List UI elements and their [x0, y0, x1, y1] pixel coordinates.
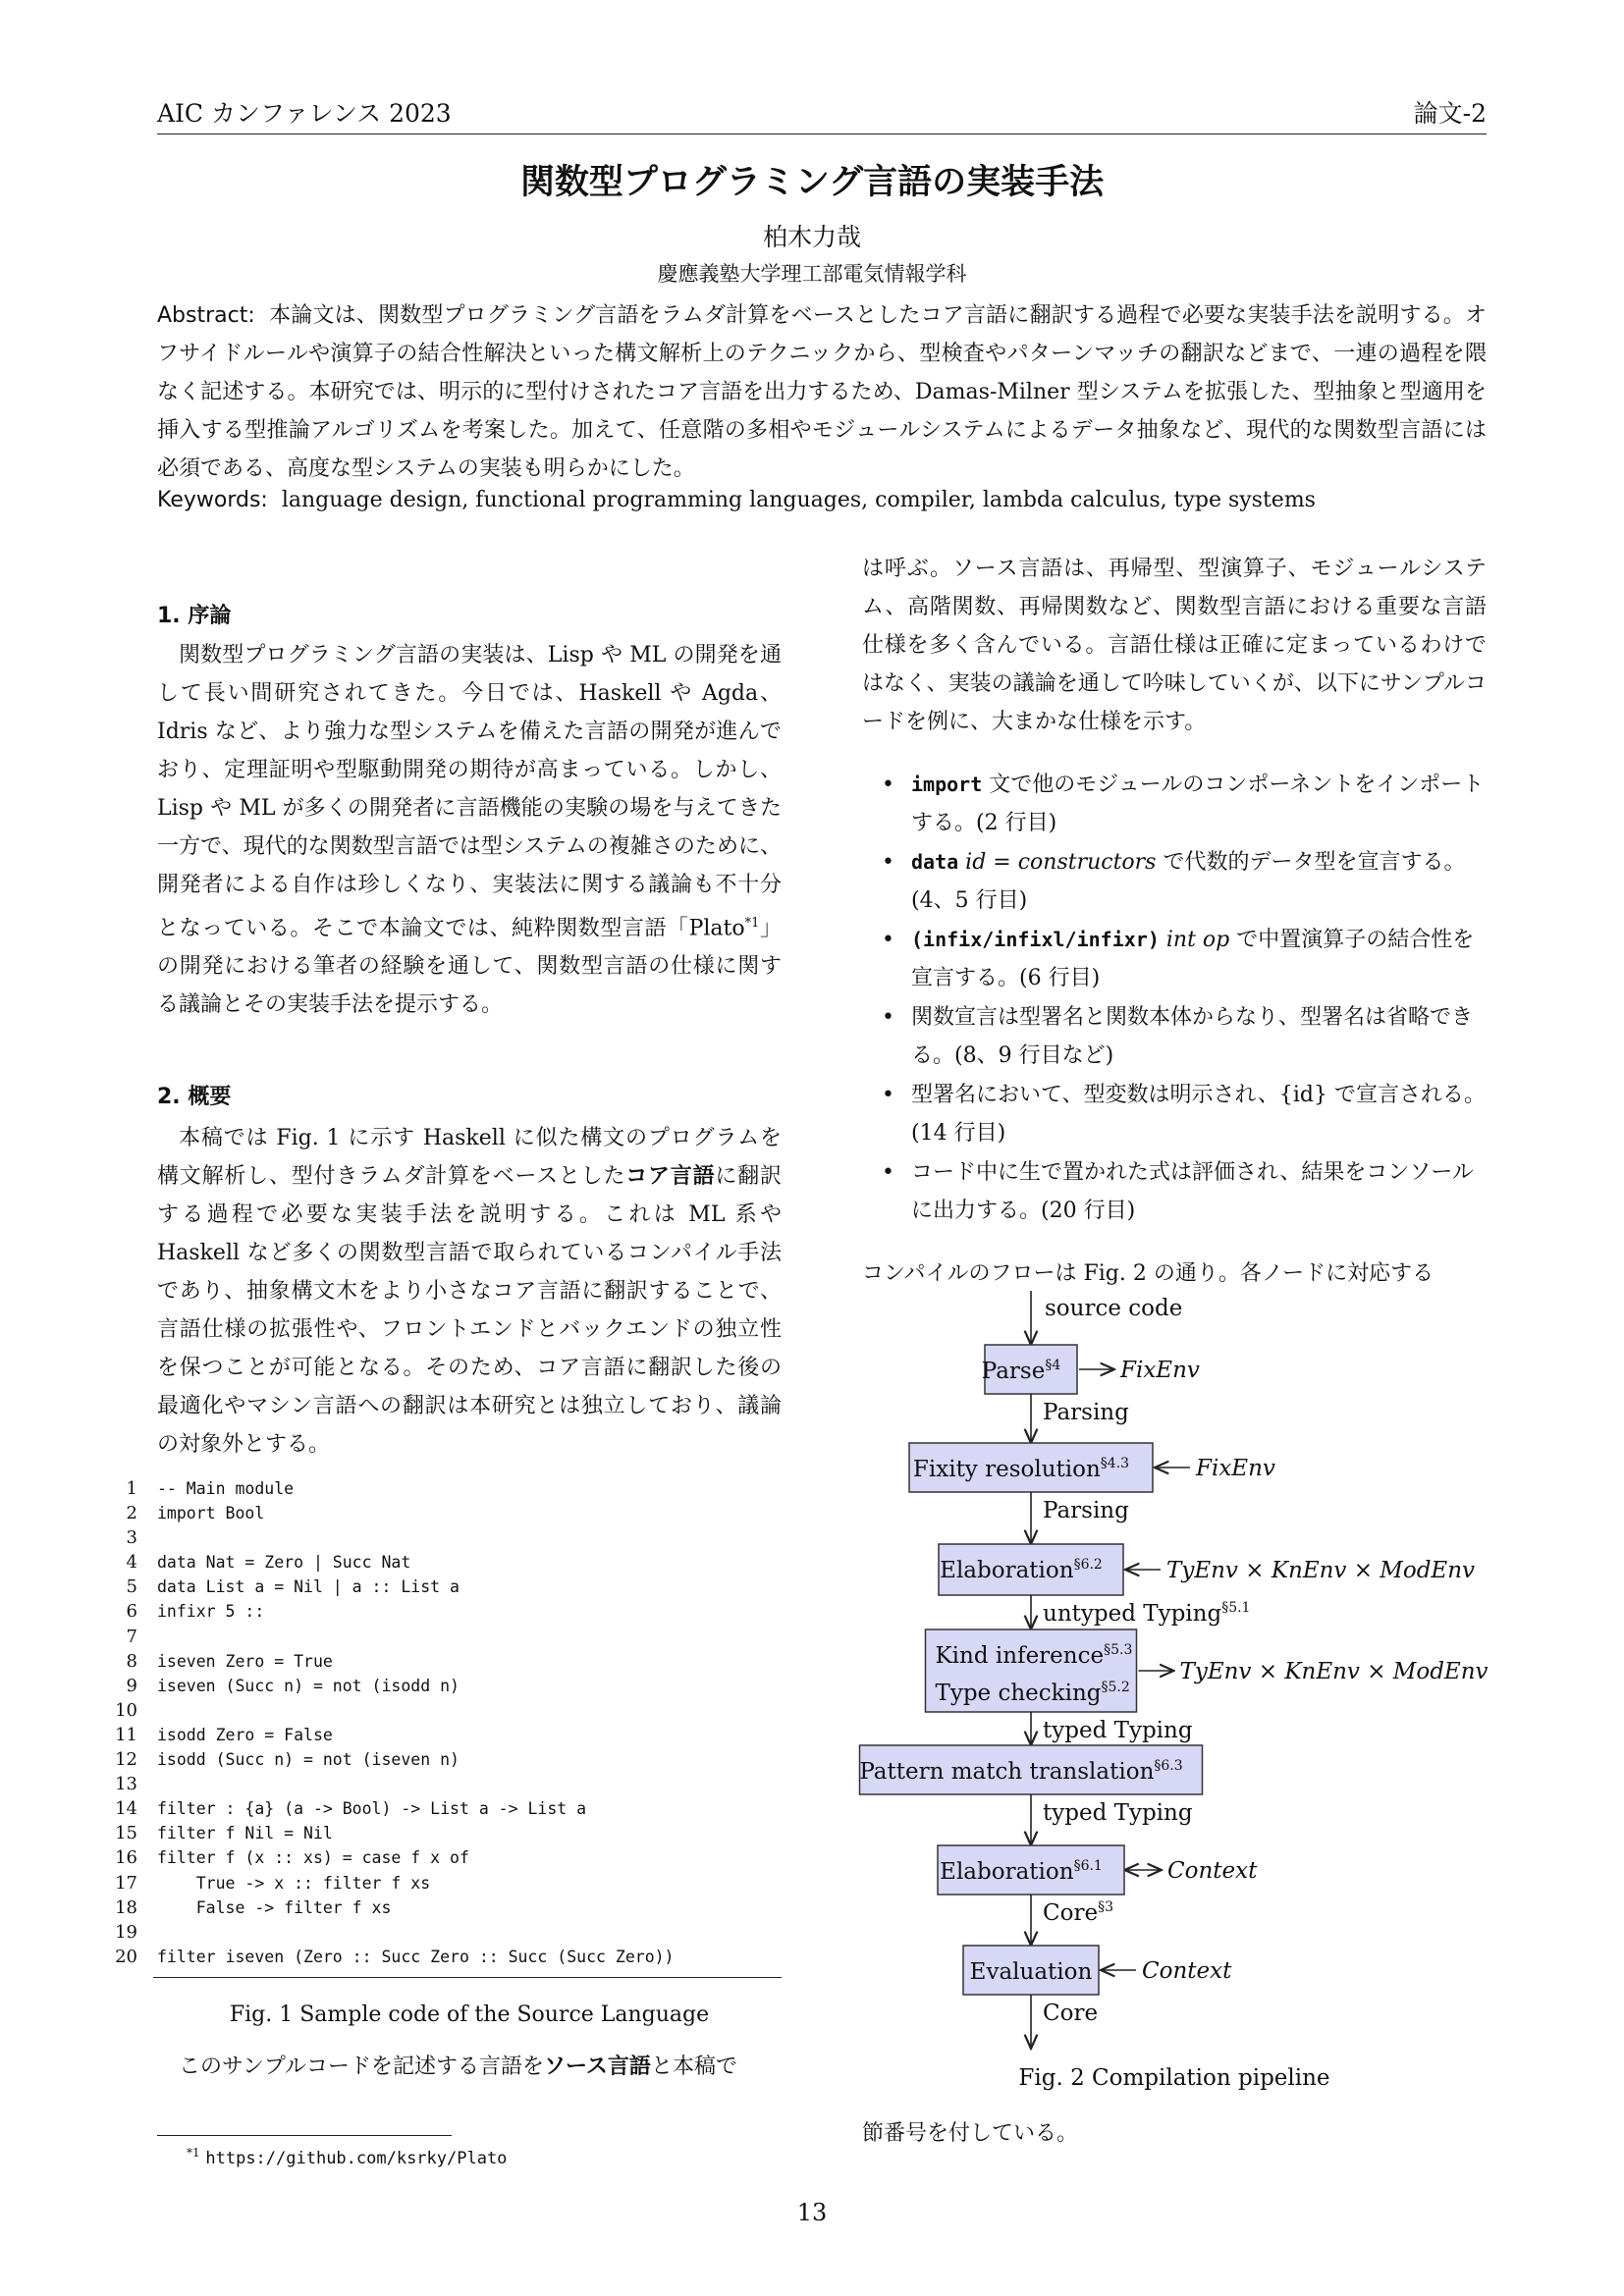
- section-1-body: 関数型プログラミング言語の実装は、Lisp や ML の開発を通して長い間研究されてきた。今日では、Haskell や Agda、Idris など、より強力な型システムを備えた言語の開発が進んでおり、定理証明や型駆動開発の期待が高まっている。しかし、Lisp や ML が多くの開発者に言語機能の実験の場を与えてきた一方で、現代的な関数型言語では型システムの複雑さのために、開発者による自作は珍しくなり、実装法に関する議論も不十分となっている。そこで本論文では、純粋関数型言語「Plato$^{*1}$」の開発における筆者の経験を通して、関数型言語の仕様に関する議論とその実装手法を提示する。: [157, 643, 782, 1018]
- code-line-number: 4: [126, 1552, 137, 1574]
- code-line-text: False -> filter f xs: [157, 1897, 392, 1917]
- code-line-number: 7: [126, 1626, 137, 1647]
- abstract-text: 本論文は、関数型プログラミング言語をラムダ計算をベースとしたコア言語に翻訳する過程で必要な実装手法を説明する。オフサイドルールや演算子の結合性解決といった構文解析上のテクニックから、型検査やパターンマッチの翻訳などまで、一連の過程を隈なく記述する。本研究では、明示的に型付けされたコア言語を出力するため、Damas-Milner 型システムを拡張した、型抽象と型適用を挿入する型推論アルゴリズムを考案した。加えて、任意階の多相やモジュールシステムによるデータ抽象など、現代的な関数型言語には必須である、高度な型システムの実装も明らかにした。: [157, 303, 1487, 481]
- side-environment-label: FixEnv: [1120, 1358, 1200, 1383]
- bullet-math: int op: [1159, 928, 1230, 952]
- code-line-text: isodd Zero = False: [157, 1725, 333, 1744]
- code-line: [106, 1772, 784, 1796]
- bullet-text: 関数宣言は型署名と関数本体からなり、型署名は省略できる。(8、9 行目など): [911, 1005, 1474, 1068]
- code-line: [106, 1896, 784, 1920]
- bullet-text: 型署名において、型変数は明示され、{id} で宣言される。(14 行目): [911, 1083, 1486, 1146]
- code-line-number: 20: [115, 1946, 137, 1967]
- code-line-number: 11: [115, 1724, 137, 1745]
- keywords: [157, 483, 1487, 518]
- figure-1-caption: Fig. 1 Sample code of the Source Language: [229, 2002, 710, 2027]
- section-2-continuation: このサンプルコードを記述する言語をソース言語と本稿で: [179, 2055, 737, 2079]
- side-environment-label: Context: [1142, 1958, 1232, 1984]
- code-line-number: 15: [115, 1823, 137, 1844]
- footnote-ref: *1: [744, 916, 760, 931]
- footnote-mark: *1: [187, 2146, 200, 2160]
- code-line-number: 8: [126, 1650, 137, 1672]
- abstract: [157, 296, 1487, 488]
- code-line: [106, 1796, 784, 1821]
- pipeline-node-label: Pattern match translation$^{\S 6.3}$: [859, 1758, 1183, 1785]
- code-line: [106, 1625, 784, 1649]
- header-rule: [157, 133, 1487, 134]
- code-line-number: 1: [126, 1478, 137, 1499]
- author: 柏木力哉: [762, 223, 861, 251]
- bullet-math: id = constructors: [958, 850, 1157, 875]
- code-line-number: 18: [115, 1896, 137, 1918]
- flow-edge-label: Core: [1043, 2001, 1099, 2026]
- pipeline-node-label: Elaboration$^{\S 6.2}$: [940, 1557, 1103, 1583]
- code-line-number: 6: [126, 1601, 137, 1623]
- code-line-number: 14: [115, 1798, 137, 1820]
- compilation-pipeline-diagram: [844, 1276, 1532, 2052]
- spec-bullet-item: [862, 1076, 1487, 1152]
- code-line: [106, 1845, 784, 1870]
- code-line-number: 19: [115, 1921, 137, 1943]
- affiliation: 慶應義塾大学理工部電気情報学科: [657, 262, 967, 286]
- spec-bullet-item: [862, 1153, 1487, 1230]
- footnote-url[interactable]: https://github.com/ksrky/Plato: [205, 2149, 508, 2168]
- code-line: [106, 1550, 784, 1575]
- code-line-text: iseven Zero = True: [157, 1651, 333, 1671]
- code-line-text: import Bool: [157, 1504, 265, 1523]
- abstract-label: Abstract:: [157, 303, 255, 328]
- code-line: [106, 1649, 784, 1674]
- keywords-label: Keywords:: [157, 488, 268, 512]
- bullet-text: コード中に生で置かれた式は評価され、結果をコンソールに出力する。(20 行目): [911, 1160, 1474, 1223]
- code-line: [106, 1501, 784, 1525]
- code-line-text: infixr 5 ::: [157, 1602, 265, 1622]
- keywords-text: language design, functional programming languages, compiler, lambda calculus, type systems: [281, 488, 1316, 512]
- code-line: [106, 1525, 784, 1550]
- term-core-language: コア言語: [625, 1164, 716, 1189]
- bullet-icon: •: [882, 1005, 894, 1030]
- code-line: [106, 1821, 784, 1845]
- flow-edge-label: typed Typing: [1043, 1800, 1193, 1826]
- code-line-number: 16: [115, 1847, 137, 1869]
- pipeline-node-label: Elaboration$^{\S 6.1}$: [940, 1858, 1103, 1885]
- code-line-text: isodd (Succ n) = not (iseven n): [157, 1750, 460, 1770]
- code-line-text: filter : {a} (a -> Bool) -> List a -> List a: [157, 1799, 587, 1819]
- side-environment-label: TyEnv × KnEnv × ModEnv: [1179, 1659, 1489, 1684]
- pipeline-node-label: Evaluation: [969, 1959, 1093, 1985]
- code-line: [106, 1920, 784, 1945]
- code-line-number: 9: [126, 1675, 137, 1696]
- paper-title: 関数型プログラミング言語の実装手法: [519, 163, 1105, 202]
- bullet-icon: •: [882, 850, 894, 875]
- code-line: [106, 1674, 784, 1698]
- footnote: [187, 2146, 507, 2168]
- code-line: [106, 1698, 784, 1723]
- running-header-left: AIC カンファレンス 2023: [157, 99, 452, 128]
- bullet-keyword: data: [911, 850, 959, 874]
- code-line-number: 2: [126, 1503, 137, 1524]
- code-line: [106, 1723, 784, 1747]
- spec-bullet-item: [862, 998, 1487, 1075]
- code-line-text: -- Main module: [157, 1479, 295, 1498]
- bullet-icon: •: [882, 1160, 894, 1185]
- code-line-text: data List a = Nil | a :: List a: [157, 1577, 460, 1597]
- code-line-text: filter iseven (Zero :: Succ Zero :: Succ (Succ Zero)): [157, 1947, 675, 1966]
- flow-edge-label: Parsing: [1043, 1498, 1129, 1523]
- flow-edge-label: typed Typing: [1043, 1718, 1193, 1743]
- page-number: 13: [796, 2199, 828, 2226]
- spec-bullet-list: [862, 766, 1487, 1231]
- right-col-paragraph-3: 節番号を付している。: [862, 2121, 1079, 2146]
- figure-2-caption: Fig. 2 Compilation pipeline: [1018, 2065, 1330, 2091]
- code-line-number: 5: [126, 1576, 137, 1598]
- code-line-number: 3: [126, 1527, 137, 1549]
- pipeline-node-label: Type checking$^{\S 5.2}$: [935, 1680, 1130, 1706]
- code-line-number: 13: [115, 1774, 137, 1795]
- code-line: [106, 1747, 784, 1772]
- running-header-right: 論文-2: [1413, 99, 1487, 128]
- bullet-keyword: import: [911, 773, 983, 796]
- code-line-text: True -> x :: filter f xs: [157, 1873, 431, 1893]
- code-line-text: iseven (Succ n) = not (isodd n): [157, 1676, 460, 1695]
- code-line: [106, 1945, 784, 1969]
- bullet-text: で中置演算子の結合性を宣言する。(6 行目): [911, 928, 1475, 990]
- spec-bullet-item: [862, 843, 1487, 920]
- code-line-text: filter f Nil = Nil: [157, 1824, 333, 1843]
- pipeline-node-label: Kind inference$^{\S 5.3}$: [935, 1642, 1133, 1669]
- code-line: [106, 1575, 784, 1599]
- section-2-body: 本稿では Fig. 1 に示す Haskell に似た構文のプログラムを構文解析し、型付きラムダ計算をベースとしたコア言語に翻訳する過程で必要な実装手法を説明する。これは ML 系や Haskell など多くの関数型言語で取られているコンパイル手法であり、抽象構文木をより小さなコア言語に翻訳することで、言語仕様の拡張性や、フロントエンドとバックエンドの独立性を保つことが可能となる。そのため、コア言語に翻訳した後の最適化やマシン言語への翻訳は本研究とは独立しており、議論の対象外とする。: [157, 1126, 782, 1457]
- flow-edge-label: Core$^{\S 3}$: [1043, 1899, 1113, 1926]
- bullet-text: で代数的データ型を宣言する。(4、5 行目): [911, 850, 1466, 913]
- section-2-heading: 2. 概要: [157, 1085, 232, 1109]
- code-line: [106, 1599, 784, 1624]
- bullet-keyword: (infix/infixl/infixr): [911, 928, 1160, 951]
- code-listing-rule: [153, 1977, 782, 1978]
- footnote-rule: [157, 2135, 452, 2136]
- code-line-text: data Nat = Zero | Succ Nat: [157, 1553, 411, 1573]
- code-line-number: 12: [115, 1749, 137, 1771]
- term-source-language: ソース言語: [544, 2055, 651, 2079]
- pipeline-node-label: Fixity resolution$^{\S 4.3}$: [912, 1456, 1130, 1482]
- code-listing: [106, 1476, 784, 1969]
- code-line-text: filter f (x :: xs) = case f x of: [157, 1848, 469, 1868]
- side-environment-label: TyEnv × KnEnv × ModEnv: [1166, 1558, 1476, 1583]
- bullet-icon: •: [882, 928, 894, 952]
- code-line-number: 17: [115, 1872, 137, 1894]
- right-col-paragraph-2: コンパイルのフローは Fig. 2 の通り。各ノードに対応する: [862, 1261, 1435, 1286]
- side-environment-label: Context: [1167, 1858, 1258, 1884]
- flow-edge-label: Parsing: [1043, 1400, 1129, 1425]
- flow-edge-label: source code: [1045, 1296, 1183, 1321]
- spec-bullet-item: [862, 766, 1487, 842]
- bullet-icon: •: [882, 773, 894, 797]
- code-line-number: 10: [115, 1699, 137, 1721]
- flow-edge-label: untyped Typing$^{\S 5.1}$: [1043, 1600, 1251, 1627]
- right-col-paragraph-1: は呼ぶ。ソース言語は、再帰型、型演算子、モジュールシステム、高階関数、再帰関数など、関数型言語における重要な言語仕様を多く含んでいる。言語仕様は正確に定まっているわけではなく、実装の議論を通して吟味していくが、以下にサンプルコードを例に、大まかな仕様を示す。: [862, 557, 1487, 734]
- spec-bullet-item: [862, 921, 1487, 997]
- code-line: [106, 1476, 784, 1501]
- section-1-heading: 1. 序論: [157, 604, 232, 628]
- bullet-text: 文で他のモジュールのコンポーネントをインポートする。(2 行目): [911, 773, 1485, 835]
- pipeline-node-label: Parse$^{\S 4}$: [981, 1358, 1061, 1384]
- side-environment-label: FixEnv: [1196, 1456, 1275, 1481]
- bullet-icon: •: [882, 1083, 894, 1107]
- code-line: [106, 1871, 784, 1896]
